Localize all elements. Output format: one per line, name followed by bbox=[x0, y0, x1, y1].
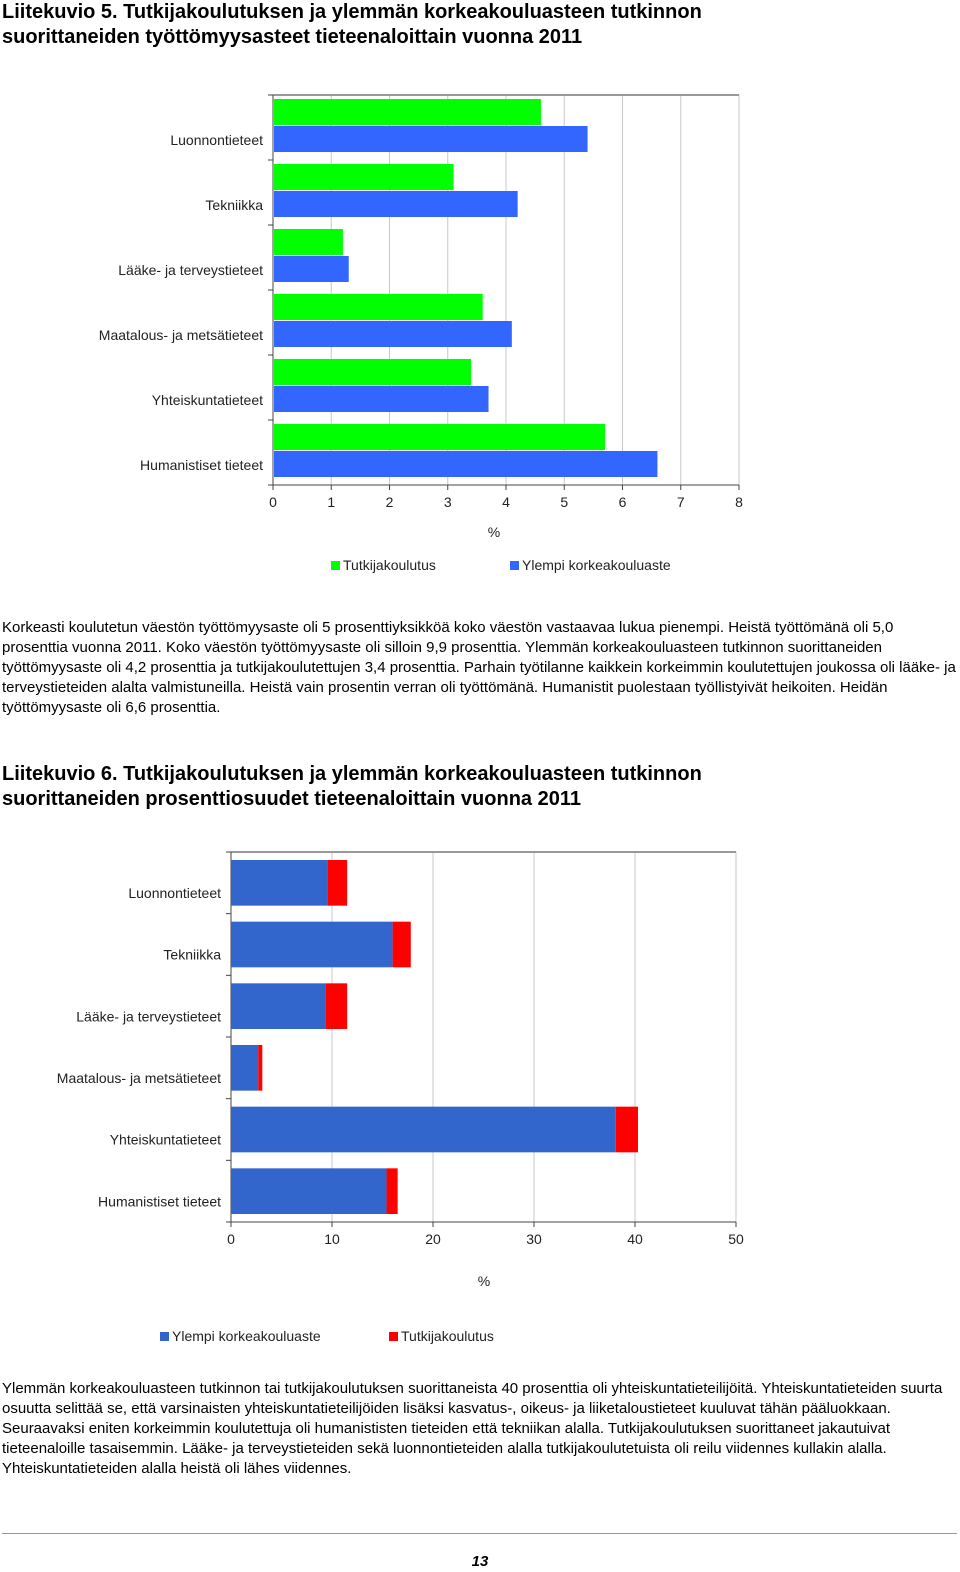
figure-6-title: Liitekuvio 6. Tutkijakoulutuksen ja ylemmän korkeakouluasteen tutkinnon suorittaneiden prosenttiosuudet tieteenaloittain vuonna 2011 bbox=[2, 763, 702, 810]
bar-ylempi-korkeakouluaste-laake-ja-terveystieteet bbox=[274, 256, 349, 282]
x-tick-label: 50 bbox=[728, 1231, 744, 1247]
bar-tutkijakoulutus-tekniikka bbox=[393, 922, 411, 968]
legend-label-ylempi-korkeakouluaste: Ylempi korkeakouluaste bbox=[172, 1328, 321, 1344]
x-tick-label: 0 bbox=[269, 494, 277, 510]
bar-ylempi-korkeakouluaste-yhteiskuntatieteet bbox=[274, 386, 489, 412]
x-tick-label: 1 bbox=[327, 494, 336, 510]
bar-ylempi-korkeakouluaste-tekniikka bbox=[231, 922, 393, 968]
bar-tutkijakoulutus-luonnontieteet bbox=[274, 99, 541, 125]
bar-tutkijakoulutus-yhteiskuntatieteet bbox=[274, 359, 471, 385]
legend-swatch-tutkijakoulutus bbox=[331, 561, 340, 570]
figure-5-unemployment-chart bbox=[0, 80, 960, 590]
x-tick-label: 7 bbox=[676, 494, 685, 510]
bar-ylempi-korkeakouluaste-humanistiset-tieteet bbox=[231, 1168, 387, 1214]
x-axis-label: % bbox=[477, 1273, 491, 1289]
legend-swatch-ylempi-korkeakouluaste bbox=[160, 1332, 169, 1341]
bar-ylempi-korkeakouluaste-tekniikka bbox=[274, 191, 518, 217]
footer-divider bbox=[2, 1533, 957, 1534]
category-label-humanistiset-tieteet: Humanistiset tieteet bbox=[98, 1193, 221, 1210]
bar-tutkijakoulutus-yhteiskuntatieteet bbox=[616, 1107, 638, 1153]
category-label-humanistiset-tieteet: Humanistiset tieteet bbox=[140, 457, 263, 473]
bar-ylempi-korkeakouluaste-maatalous-ja-metsatieteet bbox=[231, 1045, 258, 1091]
x-tick-label: 2 bbox=[385, 494, 394, 510]
bar-ylempi-korkeakouluaste-humanistiset-tieteet bbox=[274, 451, 657, 477]
bar-tutkijakoulutus-maatalous-ja-metsatieteet bbox=[274, 294, 483, 320]
bar-tutkijakoulutus-tekniikka bbox=[274, 164, 454, 190]
page-number: 13 bbox=[471, 1553, 489, 1570]
x-tick-label: 5 bbox=[560, 494, 569, 510]
legend-swatch-ylempi-korkeakouluaste bbox=[510, 561, 519, 570]
x-tick-label: 0 bbox=[227, 1231, 235, 1247]
x-axis-label: % bbox=[487, 524, 501, 540]
bar-tutkijakoulutus-humanistiset-tieteet bbox=[274, 424, 605, 450]
category-label-tekniikka: Tekniikka bbox=[163, 946, 221, 963]
bar-ylempi-korkeakouluaste-luonnontieteet bbox=[231, 860, 328, 906]
x-tick-label: 20 bbox=[425, 1231, 441, 1247]
bar-tutkijakoulutus-humanistiset-tieteet bbox=[387, 1168, 398, 1214]
category-label-maatalous-ja-metsatieteet: Maatalous- ja metsätieteet bbox=[56, 1070, 221, 1086]
bar-tutkijakoulutus-laake-ja-terveystieteet bbox=[326, 983, 347, 1029]
category-label-luonnontieteet: Luonnontieteet bbox=[128, 885, 221, 901]
legend-swatch-tutkijakoulutus bbox=[389, 1332, 398, 1341]
bar-tutkijakoulutus-maatalous-ja-metsatieteet bbox=[258, 1045, 262, 1091]
x-tick-label: 4 bbox=[502, 494, 510, 510]
plot-area bbox=[231, 852, 736, 1222]
x-tick-label: 30 bbox=[526, 1231, 542, 1247]
category-label-luonnontieteet: Luonnontieteet bbox=[170, 132, 263, 148]
category-label-yhteiskuntatieteet: Yhteiskuntatieteet bbox=[151, 392, 263, 408]
legend-label-tutkijakoulutus: Tutkijakoulutus bbox=[343, 557, 436, 573]
bar-ylempi-korkeakouluaste-maatalous-ja-metsatieteet bbox=[274, 321, 512, 347]
bar-ylempi-korkeakouluaste-yhteiskuntatieteet bbox=[231, 1107, 616, 1153]
x-tick-label: 8 bbox=[735, 494, 743, 510]
category-label-laake-ja-terveystieteet: Lääke- ja terveystieteet bbox=[118, 262, 263, 278]
category-label-laake-ja-terveystieteet: Lääke- ja terveystieteet bbox=[76, 1008, 221, 1025]
x-tick-label: 10 bbox=[324, 1231, 340, 1247]
legend-label-tutkijakoulutus: Tutkijakoulutus bbox=[401, 1328, 494, 1344]
figure-6-description: Ylemmän korkeakouluasteen tutkinnon tai tutkijakoulutuksen suorittaneista 40 prosenttia oli yhteiskuntatieteilijöitä. Yhteiskuntatieteiden suurta osuutta selittää se, että varsinaisten yhteiskuntatieteilijöiden lisäksi kasvatus-, oikeus- ja liiketaloustieteet kuuluvat tähän pääluokkaan. Seuraavaksi eniten korkeimmin koulutettuja oli humanististen tieteiden että tekniikan alalla. Tutkijakoulutuksen suorittaneet jakautuivat tieteenaloille tasaisemmin. Lääke- ja terveystieteiden sekä luonnontieteiden alalla tutkijakoulutetuista oli reilu viidennes kullakin alalla. Yhteiskuntatieteiden alalla heistä oli lähes viidennes. bbox=[2, 1380, 943, 1477]
category-label-maatalous-ja-metsatieteet: Maatalous- ja metsätieteet bbox=[98, 327, 263, 343]
category-label-tekniikka: Tekniikka bbox=[205, 197, 263, 213]
figure-6-share-chart bbox=[0, 840, 960, 1350]
x-tick-label: 6 bbox=[618, 494, 627, 510]
x-tick-label: 40 bbox=[627, 1231, 643, 1247]
x-tick-label: 3 bbox=[443, 494, 452, 510]
category-label-yhteiskuntatieteet: Yhteiskuntatieteet bbox=[109, 1131, 221, 1148]
figure-5-description: Korkeasti koulutetun väestön työttömyysaste oli 5 prosenttiyksikköä koko väestön vastaavaa lukua pienempi. Heistä työttömänä oli 5,0 prosenttia vuonna 2011. Koko väestön työttömyysaste oli silloin 9,9 prosenttia. Ylemmän korkeakouluasteen tutkinnon suorittaneiden työttömyysaste oli 4,2 prosenttia ja tutkijakoulutettujen 3,4 prosenttia. Parhain työtilanne kaikkein korkeimmin koulutettujen joukossa oli lääke- ja terveystieteiden alalta valmistuneilla. Heistä vain prosentin verran oli työttömänä. Humanistit puolestaan työllistyivät heikoiten. Heidän työttömyysaste oli 6,6 prosenttia. bbox=[2, 619, 956, 716]
figure-5-title: Liitekuvio 5. Tutkijakoulutuksen ja ylemmän korkeakouluasteen tutkinnon suorittaneiden työttömyysasteet tieteenaloittain vuonna 2011 bbox=[2, 1, 702, 48]
bar-ylempi-korkeakouluaste-laake-ja-terveystieteet bbox=[231, 983, 326, 1029]
legend-label-ylempi-korkeakouluaste: Ylempi korkeakouluaste bbox=[522, 557, 671, 573]
bar-tutkijakoulutus-laake-ja-terveystieteet bbox=[274, 229, 343, 255]
bar-tutkijakoulutus-luonnontieteet bbox=[328, 860, 347, 906]
bar-ylempi-korkeakouluaste-luonnontieteet bbox=[274, 126, 588, 152]
